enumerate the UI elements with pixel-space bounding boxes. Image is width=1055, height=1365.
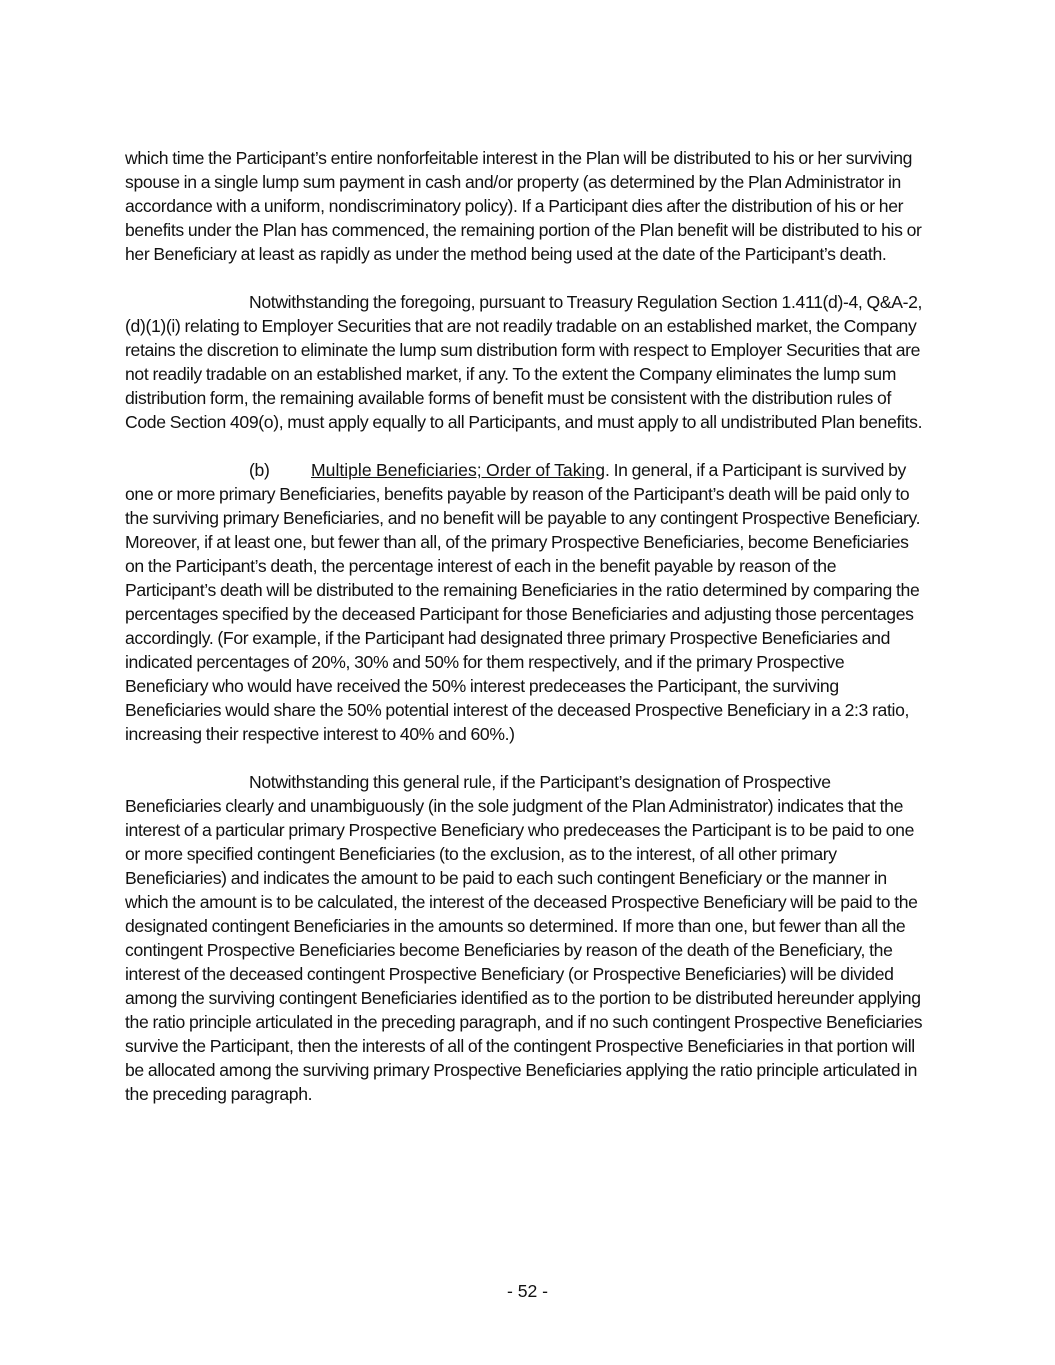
section-b-body: In general, if a Participant is survived by one or more primary Beneficiaries, benefits payable by reason of the Participant’s death will be paid only to the surviving primary Beneficiaries, and no benefit will be payable to any contingent Prospective Beneficiary. Moreover, if at least one, but fewer than all, of the primary Prospective Beneficiaries, become Beneficiaries on the Participant’s death, the percentage interest of each in the benefit payable by reason of the Participant’s death will be distributed to the remaining Beneficiaries in the ratio determined by comparing the percentages specified by the deceased Participant for those Beneficiaries and adjusting those percentages accordingly. (For example, if the Participant had designated three primary Prospective Beneficiaries and indicated percentages of 20%, 30% and 50% for them respectively, and if the primary Prospective Beneficiary who would have received the 50% interest predeceases the Participant, the surviving Beneficiaries would share the 50% potential interest of the deceased Prospective Beneficiary in a 2:3 ratio, increasing their respective interest to 40% and 60%.) <box>125 460 921 744</box>
section-b-heading-punct: . <box>604 460 610 480</box>
paragraph-lump-sum-elimination: Notwithstanding the foregoing, pursuant to Treasury Regulation Section 1.411(d)-4, Q&A-2, (d)(1)(i) relating to Employer Securities that are not readily tradable on an established market, the Company retains the discretion to eliminate the lump sum distribution form with respect to Employer Securities that are not readily tradable on an established market, if any. To the extent the Company eliminates the lump sum distribution form, the remaining available forms of benefit must be consistent with the distribution rules of Code Section 409(o), must apply equally to all Participants, and must apply to all undistributed Plan benefits. <box>125 292 923 432</box>
document-body <box>125 146 925 1130</box>
paragraph-distribution-continuation: which time the Participant’s entire nonforfeitable interest in the Plan will be distributed to his or her surviving spouse in a single lump sum payment in cash and/or property (as determined by the Plan Administrator in accordance with a uniform, nondiscriminatory policy). If a Participant dies after the distribution of his or her benefits under the Plan has commenced, the remaining portion of the Plan benefit will be distributed to his or her Beneficiary at least as rapidly as under the method being used at the date of the Participant’s death. <box>125 148 922 264</box>
paragraph-contingent-beneficiaries: Notwithstanding this general rule, if the Participant’s designation of Prospective Beneficiaries clearly and unambiguously (in the sole judgment of the Plan Administrator) indicates that the interest of a particular primary Prospective Beneficiary who predeceases the Participant is to be paid to one or more specified contingent Beneficiaries (to the exclusion, as to the interest, of all other primary Beneficiaries) and indicates the amount to be paid to each such contingent Beneficiary or the manner in which the amount is to be calculated, the interest of the deceased Prospective Beneficiary will be paid to the designated contingent Beneficiaries in the amounts so determined. If more than one, but fewer than all the contingent Prospective Beneficiaries become Beneficiaries by reason of the death of the Beneficiary, the interest of the deceased contingent Prospective Beneficiary (or Prospective Beneficiaries) will be divided among the surviving contingent Beneficiaries identified as to the portion to be distributed hereunder applying the ratio principle articulated in the preceding paragraph, and if no such contingent Prospective Beneficiaries survive the Participant, then the interests of all of the contingent Prospective Beneficiaries in that portion will be allocated among the surviving primary Prospective Beneficiaries applying the ratio principle articulated in the preceding paragraph. <box>125 772 923 1104</box>
section-b-heading: Multiple Beneficiaries; Order of Taking <box>311 460 605 480</box>
section-b-label: (b) <box>249 460 270 480</box>
section-b-paragraph <box>125 458 925 746</box>
page-number: - 52 - <box>506 1281 549 1301</box>
